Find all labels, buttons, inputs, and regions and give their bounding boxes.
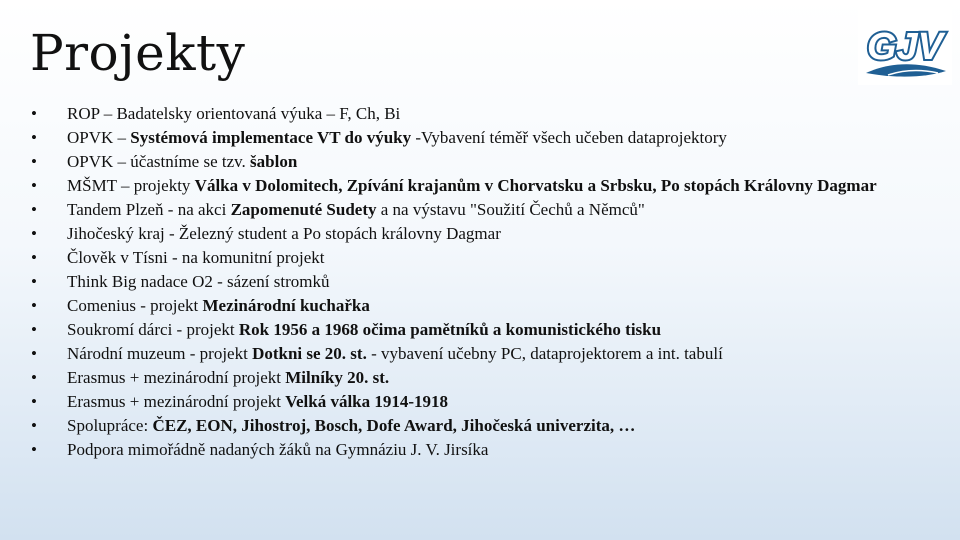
bullet-text: - vybavení učebny PC, dataprojektorem a int. tabulí bbox=[366, 344, 723, 363]
bullet-text: Spolupráce: bbox=[67, 416, 153, 435]
bullet-item bbox=[28, 438, 948, 462]
bullet-dot-icon: • bbox=[31, 128, 37, 147]
bullet-dot-icon: • bbox=[31, 416, 37, 435]
bullet-dot-icon: • bbox=[31, 296, 37, 315]
bullet-item bbox=[28, 222, 948, 246]
bullet-dot-icon: • bbox=[31, 104, 37, 123]
bullet-text: OPVK – účastníme se tzv. bbox=[67, 152, 251, 171]
bullet-bold-text: Zapomenuté Sudety bbox=[230, 200, 377, 219]
bullet-bold-text: Válka v Dolomitech, Zpívání krajanům v Chorvatsku a Srbsku, Po stopách Královny Dagmar bbox=[194, 176, 877, 195]
bullet-item bbox=[28, 414, 948, 438]
bullet-item bbox=[28, 294, 948, 318]
bullet-dot-icon: • bbox=[31, 320, 37, 339]
bullet-dot-icon: • bbox=[31, 152, 37, 171]
slide-title: Projekty bbox=[30, 24, 246, 82]
bullet-text: -Vybavení téměř všech učeben dataprojektory bbox=[411, 128, 727, 147]
bullet-text: Erasmus + mezinárodní projekt bbox=[67, 368, 286, 387]
bullet-text: Comenius - projekt bbox=[67, 296, 203, 315]
bullet-item bbox=[28, 198, 948, 222]
bullet-item bbox=[28, 246, 948, 270]
bullet-dot-icon: • bbox=[31, 344, 37, 363]
bullet-text: Člověk v Tísni - na komunitní projekt bbox=[67, 248, 325, 267]
bullet-item bbox=[28, 342, 948, 366]
bullet-dot-icon: • bbox=[31, 392, 37, 411]
bullet-bold-text: Dotkni se 20. st. bbox=[252, 344, 367, 363]
projects-list bbox=[28, 102, 948, 462]
bullet-text: ROP – Badatelsky orientovaná výuka – F, Ch, Bi bbox=[67, 104, 401, 123]
bullet-text: Jihočeský kraj - Železný student a Po stopách královny Dagmar bbox=[67, 224, 501, 243]
bullet-text: Think Big nadace O2 - sázení stromků bbox=[67, 272, 330, 291]
bullet-dot-icon: • bbox=[31, 176, 37, 195]
bullet-item bbox=[28, 102, 948, 126]
bullet-dot-icon: • bbox=[31, 272, 37, 291]
school-logo bbox=[858, 7, 952, 85]
bullet-dot-icon: • bbox=[31, 440, 37, 459]
bullet-bold-text: Milníky 20. st. bbox=[285, 368, 390, 387]
bullet-text: Soukromí dárci - projekt bbox=[67, 320, 239, 339]
bullet-text: a na výstavu "Soužití Čechů a Němců" bbox=[376, 200, 645, 219]
bullet-bold-text: ČEZ, EON, Jihostroj, Bosch, Dofe Award, Jihočeská univerzita, … bbox=[152, 416, 636, 435]
bullet-text: Tandem Plzeň - na akci bbox=[67, 200, 231, 219]
bullet-item bbox=[28, 318, 948, 342]
bullet-item bbox=[28, 270, 948, 294]
bullet-text: Národní muzeum - projekt bbox=[67, 344, 253, 363]
bullet-dot-icon: • bbox=[31, 368, 37, 387]
bullet-text: MŠMT – projekty bbox=[67, 176, 195, 195]
bullet-bold-text: Systémová implementace VT do výuky bbox=[130, 128, 412, 147]
bullet-dot-icon: • bbox=[31, 224, 37, 243]
gjv-logo-icon bbox=[858, 7, 952, 85]
bullet-bold-text: Mezinárodní kuchařka bbox=[202, 296, 370, 315]
bullet-item bbox=[28, 174, 948, 198]
bullet-text: OPVK – bbox=[67, 128, 131, 147]
bullet-item bbox=[28, 126, 948, 150]
logo-lettering: GJV bbox=[866, 26, 944, 68]
bullet-bold-text: Rok 1956 a 1968 očima pamětníků a komunistického tisku bbox=[238, 320, 662, 339]
bullet-bold-text: šablon bbox=[250, 152, 298, 171]
bullet-text: Erasmus + mezinárodní projekt bbox=[67, 392, 286, 411]
bullet-dot-icon: • bbox=[31, 200, 37, 219]
bullet-bold-text: Velká válka 1914-1918 bbox=[285, 392, 449, 411]
bullet-item bbox=[28, 390, 948, 414]
bullet-dot-icon: • bbox=[31, 248, 37, 267]
bullet-item bbox=[28, 150, 948, 174]
bullet-item bbox=[28, 366, 948, 390]
bullet-text: Podpora mimořádně nadaných žáků na Gymnáziu J. V. Jirsíka bbox=[67, 440, 489, 459]
